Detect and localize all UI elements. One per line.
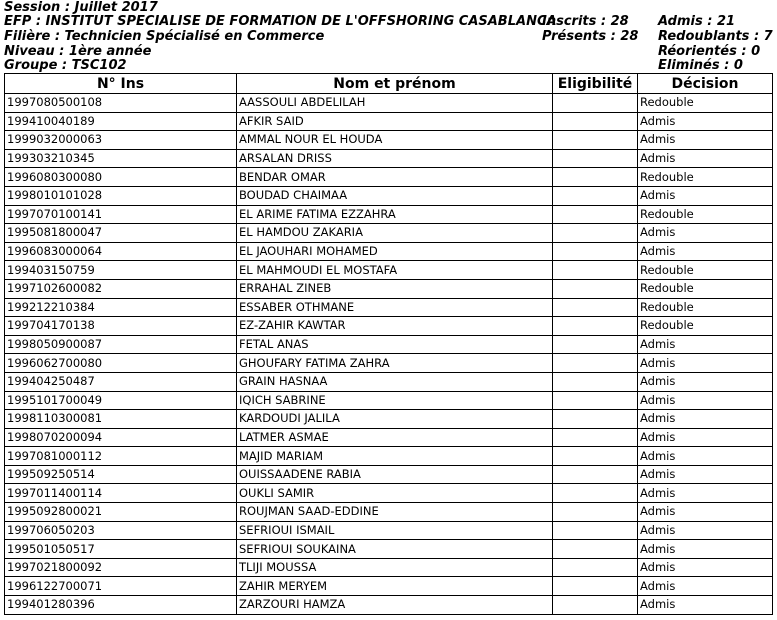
cell-decision: Admis	[638, 447, 773, 466]
column-header-nom-prenom: Nom et prénom	[237, 74, 553, 94]
table-row	[5, 242, 773, 261]
cell-num-ins: 199509250514	[5, 465, 237, 484]
column-header-decision: Décision	[638, 74, 773, 94]
cell-num-ins: 1997081000112	[5, 447, 237, 466]
cell-decision: Redouble	[638, 261, 773, 280]
cell-eligibilite	[553, 354, 638, 373]
cell-num-ins: 1996062700080	[5, 354, 237, 373]
cell-decision: Redouble	[638, 317, 773, 336]
table-row	[5, 186, 773, 205]
cell-eligibilite	[553, 391, 638, 410]
session-label: Session : Juillet 2017	[4, 0, 158, 15]
cell-num-ins: 1997070100141	[5, 205, 237, 224]
table-row	[5, 354, 773, 373]
cell-nom-prenom: ZARZOURI HAMZA	[237, 596, 553, 615]
cell-num-ins: 1996122700071	[5, 577, 237, 596]
cell-decision: Admis	[638, 149, 773, 168]
cell-decision: Admis	[638, 186, 773, 205]
cell-decision: Admis	[638, 354, 773, 373]
table-row	[5, 521, 773, 540]
cell-num-ins: 1996080300080	[5, 168, 237, 187]
cell-decision: Admis	[638, 428, 773, 447]
table-row	[5, 410, 773, 429]
cell-decision: Redouble	[638, 205, 773, 224]
cell-num-ins: 1998010101028	[5, 186, 237, 205]
cell-num-ins: 1998110300081	[5, 410, 237, 429]
table-row	[5, 94, 773, 113]
table-row	[5, 261, 773, 280]
cell-decision: Redouble	[638, 94, 773, 113]
cell-num-ins: 199404250487	[5, 372, 237, 391]
cell-decision: Admis	[638, 242, 773, 261]
niveau-label: Niveau : 1ère année	[4, 44, 152, 59]
cell-nom-prenom: TLIJI MOUSSA	[237, 558, 553, 577]
cell-eligibilite	[553, 317, 638, 336]
cell-nom-prenom: BOUDAD CHAIMAA	[237, 186, 553, 205]
table-row	[5, 447, 773, 466]
cell-decision: Admis	[638, 484, 773, 503]
table-body	[5, 94, 773, 615]
cell-nom-prenom: ZAHIR MERYEM	[237, 577, 553, 596]
table-row	[5, 112, 773, 131]
cell-nom-prenom: MAJID MARIAM	[237, 447, 553, 466]
table-row	[5, 224, 773, 243]
cell-nom-prenom: GRAIN HASNAA	[237, 372, 553, 391]
cell-decision: Admis	[638, 503, 773, 522]
table-row	[5, 540, 773, 559]
cell-num-ins: 1995081800047	[5, 224, 237, 243]
cell-num-ins: 199303210345	[5, 149, 237, 168]
cell-decision: Admis	[638, 596, 773, 615]
inscrits-count: Inscrits : 28	[542, 14, 629, 29]
cell-num-ins: 1999032000063	[5, 131, 237, 150]
table-row	[5, 317, 773, 336]
cell-nom-prenom: AMMAL NOUR EL HOUDA	[237, 131, 553, 150]
cell-eligibilite	[553, 447, 638, 466]
cell-decision: Admis	[638, 131, 773, 150]
cell-nom-prenom: EL ARIME FATIMA EZZAHRA	[237, 205, 553, 224]
cell-decision: Redouble	[638, 279, 773, 298]
cell-nom-prenom: ESSABER OTHMANE	[237, 298, 553, 317]
redoublants-count: Redoublants : 7	[658, 29, 773, 44]
table-row	[5, 596, 773, 615]
cell-eligibilite	[553, 186, 638, 205]
cell-num-ins: 199501050517	[5, 540, 237, 559]
cell-nom-prenom: EL HAMDOU ZAKARIA	[237, 224, 553, 243]
cell-eligibilite	[553, 261, 638, 280]
cell-nom-prenom: ERRAHAL ZINEB	[237, 279, 553, 298]
cell-nom-prenom: ROUJMAN SAAD-EDDINE	[237, 503, 553, 522]
cell-decision: Admis	[638, 372, 773, 391]
cell-nom-prenom: EL MAHMOUDI EL MOSTAFA	[237, 261, 553, 280]
admis-count: Admis : 21	[658, 14, 736, 29]
table-row	[5, 558, 773, 577]
cell-decision: Admis	[638, 521, 773, 540]
page-number-cropped	[348, 614, 351, 620]
cell-eligibilite	[553, 112, 638, 131]
cell-num-ins: 1996083000064	[5, 242, 237, 261]
cell-nom-prenom: AFKIR SAID	[237, 112, 553, 131]
cell-nom-prenom: OUKLI SAMIR	[237, 484, 553, 503]
page-footer-fragment	[348, 614, 428, 620]
cell-num-ins: 1995092800021	[5, 503, 237, 522]
column-header-eligibilite: Eligibilité	[553, 74, 638, 94]
groupe-label: Groupe : TSC102	[4, 58, 127, 73]
cell-nom-prenom: ARSALAN DRISS	[237, 149, 553, 168]
cell-decision: Admis	[638, 410, 773, 429]
cell-decision: Redouble	[638, 168, 773, 187]
cell-decision: Admis	[638, 465, 773, 484]
table-row	[5, 168, 773, 187]
cell-eligibilite	[553, 149, 638, 168]
cell-eligibilite	[553, 298, 638, 317]
cell-num-ins: 199706050203	[5, 521, 237, 540]
table-row	[5, 577, 773, 596]
cell-decision: Admis	[638, 577, 773, 596]
table-row	[5, 465, 773, 484]
results-table	[4, 73, 773, 615]
efp-label: EFP : INSTITUT SPECIALISE DE FORMATION DE L'OFFSHORING CASABLANCA	[4, 14, 557, 29]
cell-nom-prenom: SEFRIOUI ISMAIL	[237, 521, 553, 540]
cell-eligibilite	[553, 540, 638, 559]
cell-decision: Redouble	[638, 298, 773, 317]
cell-nom-prenom: SEFRIOUI SOUKAINA	[237, 540, 553, 559]
reorientes-count: Réorientés : 0	[658, 44, 761, 59]
cell-num-ins: 199401280396	[5, 596, 237, 615]
column-header-num-ins: N° Ins	[5, 74, 237, 94]
table-row	[5, 131, 773, 150]
cell-eligibilite	[553, 168, 638, 187]
cell-eligibilite	[553, 484, 638, 503]
cell-eligibilite	[553, 521, 638, 540]
cell-eligibilite	[553, 205, 638, 224]
cell-num-ins: 1997021800092	[5, 558, 237, 577]
cell-nom-prenom: GHOUFARY FATIMA ZAHRA	[237, 354, 553, 373]
cell-nom-prenom: BENDAR OMAR	[237, 168, 553, 187]
cell-num-ins: 199212210384	[5, 298, 237, 317]
cell-num-ins: 199403150759	[5, 261, 237, 280]
cell-eligibilite	[553, 224, 638, 243]
filiere-label: Filière : Technicien Spécialisé en Commerce	[4, 29, 325, 44]
cell-num-ins: 1997011400114	[5, 484, 237, 503]
table-row	[5, 298, 773, 317]
cell-eligibilite	[553, 279, 638, 298]
cell-nom-prenom: IQICH SABRINE	[237, 391, 553, 410]
elimines-count: Eliminés : 0	[658, 58, 743, 73]
cell-nom-prenom: KARDOUDI JALILA	[237, 410, 553, 429]
table-row	[5, 279, 773, 298]
cell-eligibilite	[553, 410, 638, 429]
cell-eligibilite	[553, 596, 638, 615]
cell-num-ins: 199704170138	[5, 317, 237, 336]
cell-num-ins: 1998070200094	[5, 428, 237, 447]
cell-decision: Admis	[638, 335, 773, 354]
table-row	[5, 335, 773, 354]
cell-num-ins: 1997080500108	[5, 94, 237, 113]
cell-decision: Admis	[638, 391, 773, 410]
table-row	[5, 503, 773, 522]
cell-eligibilite	[553, 372, 638, 391]
table-row	[5, 372, 773, 391]
cell-num-ins: 1995101700049	[5, 391, 237, 410]
cell-eligibilite	[553, 131, 638, 150]
cell-eligibilite	[553, 503, 638, 522]
cell-num-ins: 199410040189	[5, 112, 237, 131]
cell-decision: Admis	[638, 540, 773, 559]
cell-nom-prenom: OUISSAADENE RABIA	[237, 465, 553, 484]
table-row	[5, 391, 773, 410]
cell-eligibilite	[553, 335, 638, 354]
cell-decision: Admis	[638, 224, 773, 243]
table-header-row	[5, 74, 773, 94]
table-row	[5, 205, 773, 224]
cell-num-ins: 1998050900087	[5, 335, 237, 354]
cell-eligibilite	[553, 577, 638, 596]
cell-eligibilite	[553, 428, 638, 447]
cell-nom-prenom: AASSOULI ABDELILAH	[237, 94, 553, 113]
table-row	[5, 428, 773, 447]
table-row	[5, 149, 773, 168]
cell-nom-prenom: LATMER ASMAE	[237, 428, 553, 447]
cell-decision: Admis	[638, 112, 773, 131]
presents-count: Présents : 28	[542, 29, 639, 44]
cell-eligibilite	[553, 242, 638, 261]
cell-eligibilite	[553, 558, 638, 577]
cell-nom-prenom: EL JAOUHARI MOHAMED	[237, 242, 553, 261]
cell-eligibilite	[553, 94, 638, 113]
cell-nom-prenom: EZ-ZAHIR KAWTAR	[237, 317, 553, 336]
cell-eligibilite	[553, 465, 638, 484]
table-row	[5, 484, 773, 503]
cell-num-ins: 1997102600082	[5, 279, 237, 298]
cell-nom-prenom: FETAL ANAS	[237, 335, 553, 354]
cell-decision: Admis	[638, 558, 773, 577]
